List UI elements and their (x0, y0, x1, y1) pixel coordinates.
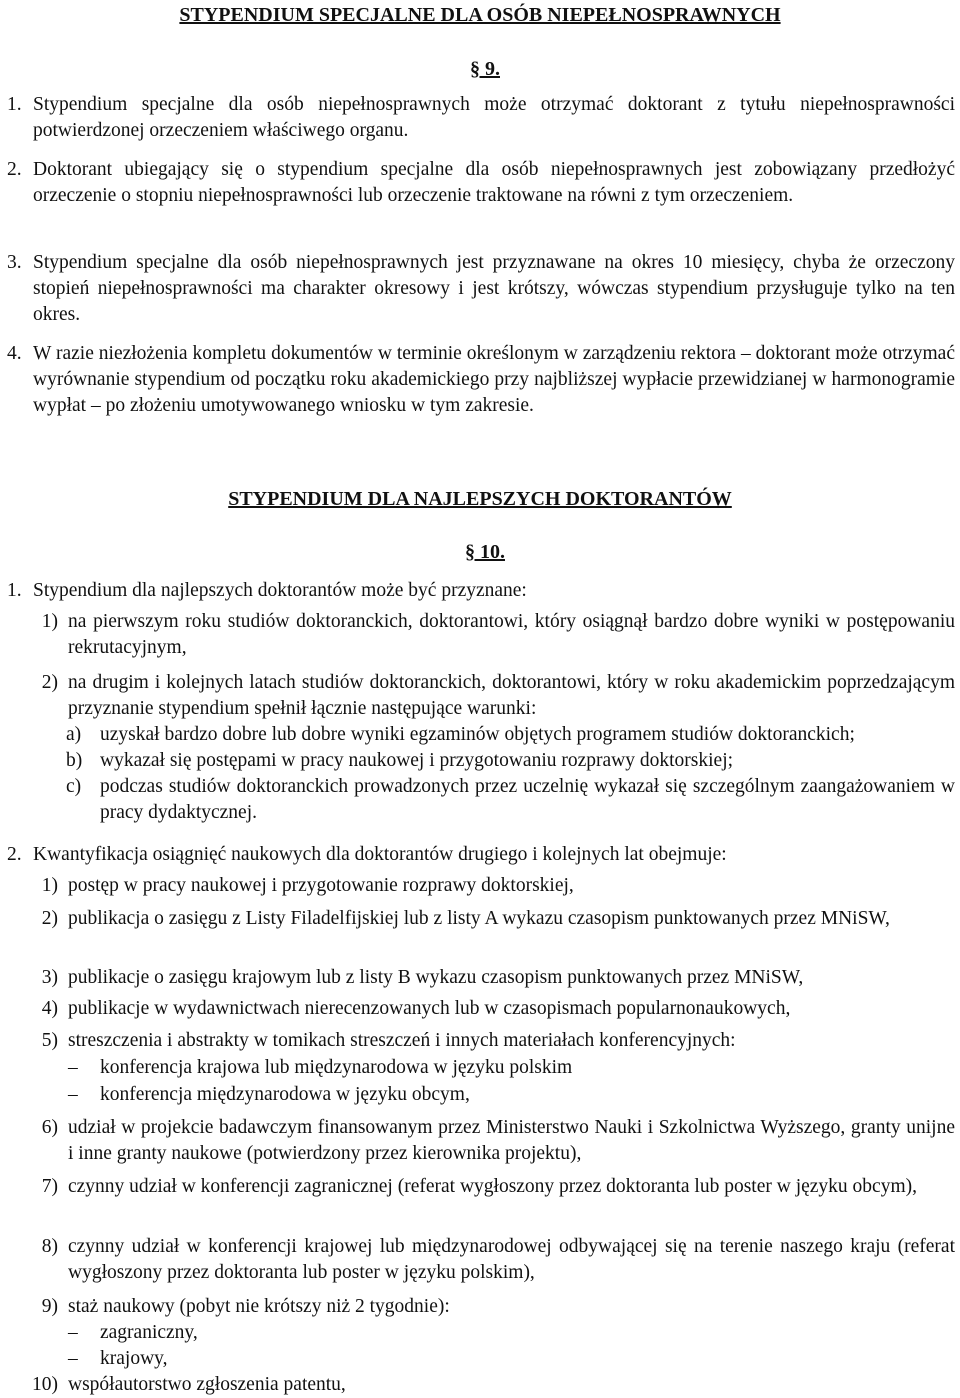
list-item (66, 722, 955, 748)
list-item-number: 1) (41, 611, 58, 632)
list-item (66, 748, 955, 774)
list-item (34, 1174, 955, 1200)
paragraph-text: Stypendium specjalne dla osób niepełnosprawnych może otrzymać doktorant z tytułu niepełnosprawności potwierdzonej orzeczeniem właściwego organu. (33, 94, 955, 141)
list-item-text: staż naukowy (pobyt nie krótszy niż 2 tygodnie): (68, 1296, 450, 1317)
list-item-text: wykazał się postępami w pracy naukowej i przygotowaniu rozprawy doktorskiej; (100, 750, 734, 771)
section-9-paragraph (7, 250, 955, 328)
list-item (34, 1028, 955, 1054)
list-item (34, 965, 955, 991)
list-item-text: publikacje w wydawnictwach nierecenzowanych lub w czasopismach popularnonaukowych, (68, 998, 791, 1019)
dash-bullet: – (68, 1322, 78, 1343)
list-item-number: 8) (41, 1236, 58, 1257)
section-9-paragraph (7, 92, 955, 144)
list-item-text: na pierwszym roku studiów doktoranckich, doktorantowi, który osiągnął bardzo dobre wyniki w postępowaniu rekrutacyjnym, (68, 611, 955, 658)
list-item-number: 9) (41, 1296, 58, 1317)
paragraph-text: W razie niezłożenia kompletu dokumentów w terminie określonym w zarządzeniu rektora – doktorant może otrzymać wyrównanie stypendium od początku roku akademickiego przy najbliższej wypłacie przewidzianej w harmonogramie wypłat – po złożeniu umotywowanego wniosku w tym zakresie. (33, 343, 955, 416)
list-item-text: publikacja o zasięgu z Listy Filadelfijskiej lub z listy A wykazu czasopism punktowanych przez MNiSW, (68, 908, 890, 929)
paragraph-number: 4. (7, 343, 22, 364)
paragraph-text: Stypendium specjalne dla osób niepełnosprawnych jest przyznawane na okres 10 miesięcy, chyba że orzeczony stopień niepełnosprawności ma charakter okresowy i jest krótszy, wówczas stypendium przysługuje tylko na ten okres. (33, 252, 955, 325)
dash-bullet: – (68, 1084, 78, 1105)
section-9-heading: STYPENDIUM SPECJALNE DLA OSÓB NIEPEŁNOSPRAWNYCH (179, 4, 781, 26)
list-item-text: na drugim i kolejnych latach studiów doktoranckich, doktorantowi, który w roku akademickim poprzedzającym przyznanie stypendium spełnił łącznie następujące warunki: (68, 672, 955, 719)
list-item-number: 1) (41, 875, 58, 896)
list-item (34, 996, 955, 1022)
list-item (24, 1372, 955, 1398)
list-item-letter: a) (66, 724, 82, 745)
paragraph-number: 2. (7, 844, 22, 865)
list-item-text: udział w projekcie badawczym finansowanym przez Ministerstwo Nauki i Szkolnictwa Wyższego, granty unijne i inne granty naukowe (potwierdzony przez kierownika projektu), (68, 1117, 955, 1164)
dash-item (68, 1320, 955, 1346)
paragraph-number: 1. (7, 94, 22, 115)
list-item-number: 5) (41, 1030, 58, 1051)
paragraph-text: Kwantyfikacja osiągnięć naukowych dla doktorantów drugiego i kolejnych lat obejmuje: (33, 844, 727, 865)
list-item (34, 873, 955, 899)
list-item-number: 10) (32, 1374, 58, 1395)
dash-item (68, 1082, 955, 1108)
paragraph-text: Stypendium dla najlepszych doktorantów może być przyznane: (33, 580, 527, 601)
paragraph-number: 3. (7, 252, 22, 273)
section-10-number: § 10. (465, 541, 505, 563)
dash-bullet: – (68, 1057, 78, 1078)
paragraph-number: 1. (7, 580, 22, 601)
list-item-number: 6) (41, 1117, 58, 1138)
dash-item (68, 1346, 955, 1372)
list-item-text: postęp w pracy naukowej i przygotowanie rozprawy doktorskiej, (68, 875, 574, 896)
list-item-number: 2) (41, 908, 58, 929)
section-9-paragraph (7, 341, 955, 419)
list-item (34, 906, 955, 932)
list-item-text: współautorstwo zgłoszenia patentu, (68, 1374, 346, 1395)
list-item-text: streszczenia i abstrakty w tomikach streszczeń i innych materiałach konferencyjnych: (68, 1030, 736, 1051)
section-9-number: § 9. (470, 58, 500, 80)
list-item-number: 3) (41, 967, 58, 988)
list-item (34, 1234, 955, 1286)
dash-item-text: konferencja krajowa lub międzynarodowa w języku polskim (100, 1057, 573, 1078)
list-item-text: podczas studiów doktoranckich prowadzonych przez uczelnię wykazał się szczególnym zaangażowaniem w pracy dydaktycznej. (100, 776, 955, 823)
list-item-number: 7) (41, 1176, 58, 1197)
list-item (66, 774, 955, 826)
list-item-letter: b) (66, 750, 83, 771)
list-item-text: czynny udział w konferencji krajowej lub międzynarodowej odbywającej się na terenie naszego kraju (referat wygłoszony przez doktoranta lub poster w języku polskim), (68, 1236, 955, 1283)
dash-item (68, 1055, 955, 1081)
dash-item-text: krajowy, (100, 1348, 168, 1369)
dash-item-text: konferencja międzynarodowa w języku obcym, (100, 1084, 470, 1105)
list-item-letter: c) (66, 776, 82, 797)
list-item-number: 2) (41, 672, 58, 693)
section-10-paragraph (7, 842, 955, 868)
list-item-text: czynny udział w konferencji zagranicznej (referat wygłoszony przez doktoranta lub poster w języku obcym), (68, 1176, 917, 1197)
list-item (34, 1294, 955, 1320)
section-10-paragraph (7, 578, 955, 604)
list-item (34, 609, 955, 661)
dash-bullet: – (68, 1348, 78, 1369)
list-item-number: 4) (41, 998, 58, 1019)
list-item (34, 1115, 955, 1167)
section-9-paragraph (7, 157, 955, 209)
section-10-heading: STYPENDIUM DLA NAJLEPSZYCH DOKTORANTÓW (228, 488, 732, 510)
paragraph-text: Doktorant ubiegający się o stypendium specjalne dla osób niepełnosprawnych jest zobowiązany przedłożyć orzeczenie o stopniu niepełnosprawności lub orzeczenie traktowane na równi z tym orzeczeniem. (33, 159, 955, 206)
paragraph-number: 2. (7, 159, 22, 180)
list-item-text: publikacje o zasięgu krajowym lub z listy B wykazu czasopism punktowanych przez MNiSW, (68, 967, 804, 988)
list-item (34, 670, 955, 722)
list-item-text: uzyskał bardzo dobre lub dobre wyniki egzaminów objętych programem studiów doktoranckich; (100, 724, 855, 745)
dash-item-text: zagraniczny, (100, 1322, 198, 1343)
